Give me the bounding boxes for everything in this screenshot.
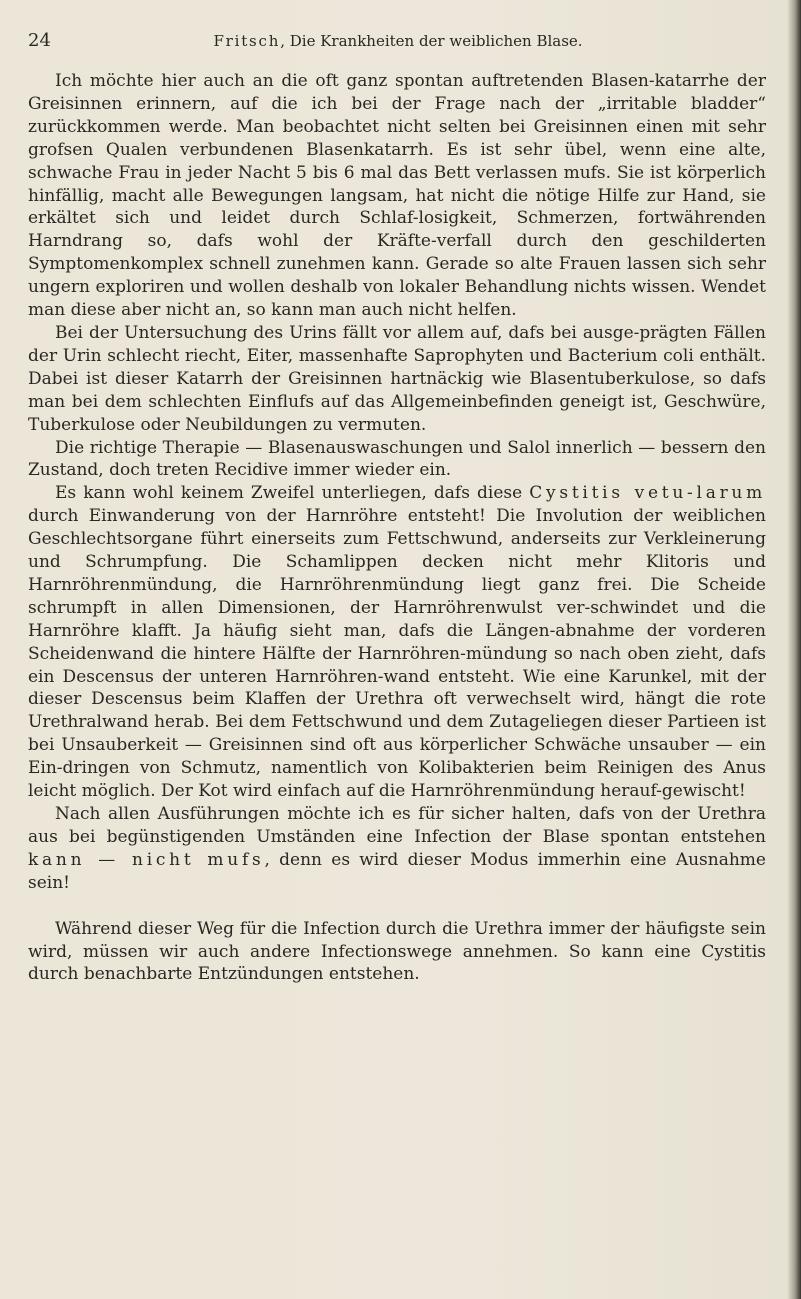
emphasis-kann-nicht-mufs: kann — nicht mufs [28,849,265,870]
paragraph-5 [28,803,766,895]
page-number: 24 [28,30,51,51]
paragraph-5-part-2: , denn es wird dieser Modus immerhin eine Ausnahme sein! [28,849,766,893]
running-title [28,32,768,50]
paragraph-3: Die richtige Therapie — Blasenauswaschungen und Salol innerlich — bessern den Zustand, doch treten Recidive immer wieder ein. [28,437,766,481]
page-header [28,30,768,56]
paragraph-4-part-2: durch Einwanderung von der Harnröhre entsteht! Die Involution der weiblichen Geschlechtsorgane führt einerseits zum Fettschwund, anderseits zur Verkleinerung und Schrumpfung. Die Schamlippen decken nicht mehr Klitoris und Harnröhrenmündung, die Harnröhrenmündung liegt ganz frei. Die Scheide schrumpft in allen Dimensionen, der Harnröhrenwulst ver-schwindet und die Harnröhre klafft. Ja häufig sieht man, dafs die Längen-abnahme der vorderen Scheidenwand die hintere Hälfte der Harnröhren-mündung so nach oben zieht, dafs ein Descensus der unteren Harnröhren-wand entsteht. Wie eine Karunkel, mit der dieser Descensus beim Klaffen der Urethra oft verwechselt wird, hängt die rote Urethralwand herab. Bei dem Fettschwund und dem Zutageliegen dieser Partieen ist bei Unsauberkeit — Greisinnen sind oft aus körperlicher Schwäche unsauber — ein Ein-dringen von Schmutz, namentlich von Kolibakterien beim Reinigen des Anus leicht möglich. Der Kot wird einfach auf die Harnröhrenmündung herauf-gewischt! [28,506,766,802]
running-title-author: Fritsch [213,32,281,50]
paragraph-2: Bei der Untersuchung des Urins fällt vor allem auf, dafs bei ausge-prägten Fällen der Urin schlecht riecht, Eiter, massenhafte Saprophyten und Bacterium coli enthält. Dabei ist dieser Katarrh der Greisinnen hartnäckig wie Blasentuberkulose, so dafs man bei dem schlechten Einflufs auf das Allgemeinbefinden geneigt ist, Geschwüre, Tuberkulose oder Neubildungen zu vermuten. [28,322,766,435]
paragraph-4-part-1: Es kann wohl keinem Zweifel unterliegen, dafs diese [55,483,530,504]
paragraph-5-part-1: Nach allen Ausführungen möchte ich es für sicher halten, dafs von der Urethra aus bei begünstigenden Umständen eine Infection der Blase spontan entstehen [28,804,766,847]
paragraph-1: Ich möchte hier auch an die oft ganz spontan auftretenden Blasen-katarrhe der Greisinnen erinnern, auf die ich bei der Frage nach der „irritable bladder“ zurückkommen werde. Man beobachtet nicht selten bei Greisinnen einen mit sehr grofsen Qualen verbundenen Blasenkatarrh. Es ist sehr übel, wenn eine alte, schwache Frau in jeder Nacht 5 bis 6 mal das Bett verlassen mufs. Sie ist körperlich hinfällig, macht alle Bewegungen langsam, hat nicht die nötige Hilfe zur Hand, sie erkältet sich und leidet durch Schlaf-losigkeit, Schmerzen, fortwährenden Harndrang so, dafs wohl der Kräfte-verfall durch den geschilderten Symptomenkomplex schnell zunehmen kann. Gerade so alte Frauen lassen sich sehr ungern exploriren und wollen deshalb von lokaler Behandlung nichts wissen. Wendet man diese aber nicht an, so kann man auch nicht helfen. [28,71,766,321]
running-title-text: , Die Krankheiten der weiblichen Blase. [280,32,583,50]
body-text [28,70,766,986]
paragraph-6: Während dieser Weg für die Infection durch die Urethra immer der häufigste sein wird, müssen wir auch andere Infectionswege annehmen. So kann eine Cystitis durch benachbarte Entzündungen entstehen. [28,918,766,985]
paragraph-4 [28,482,766,803]
page-edge-shadow [787,0,801,1299]
emphasis-cystitis-vetularum: Cystitis vetu-larum [529,483,766,504]
